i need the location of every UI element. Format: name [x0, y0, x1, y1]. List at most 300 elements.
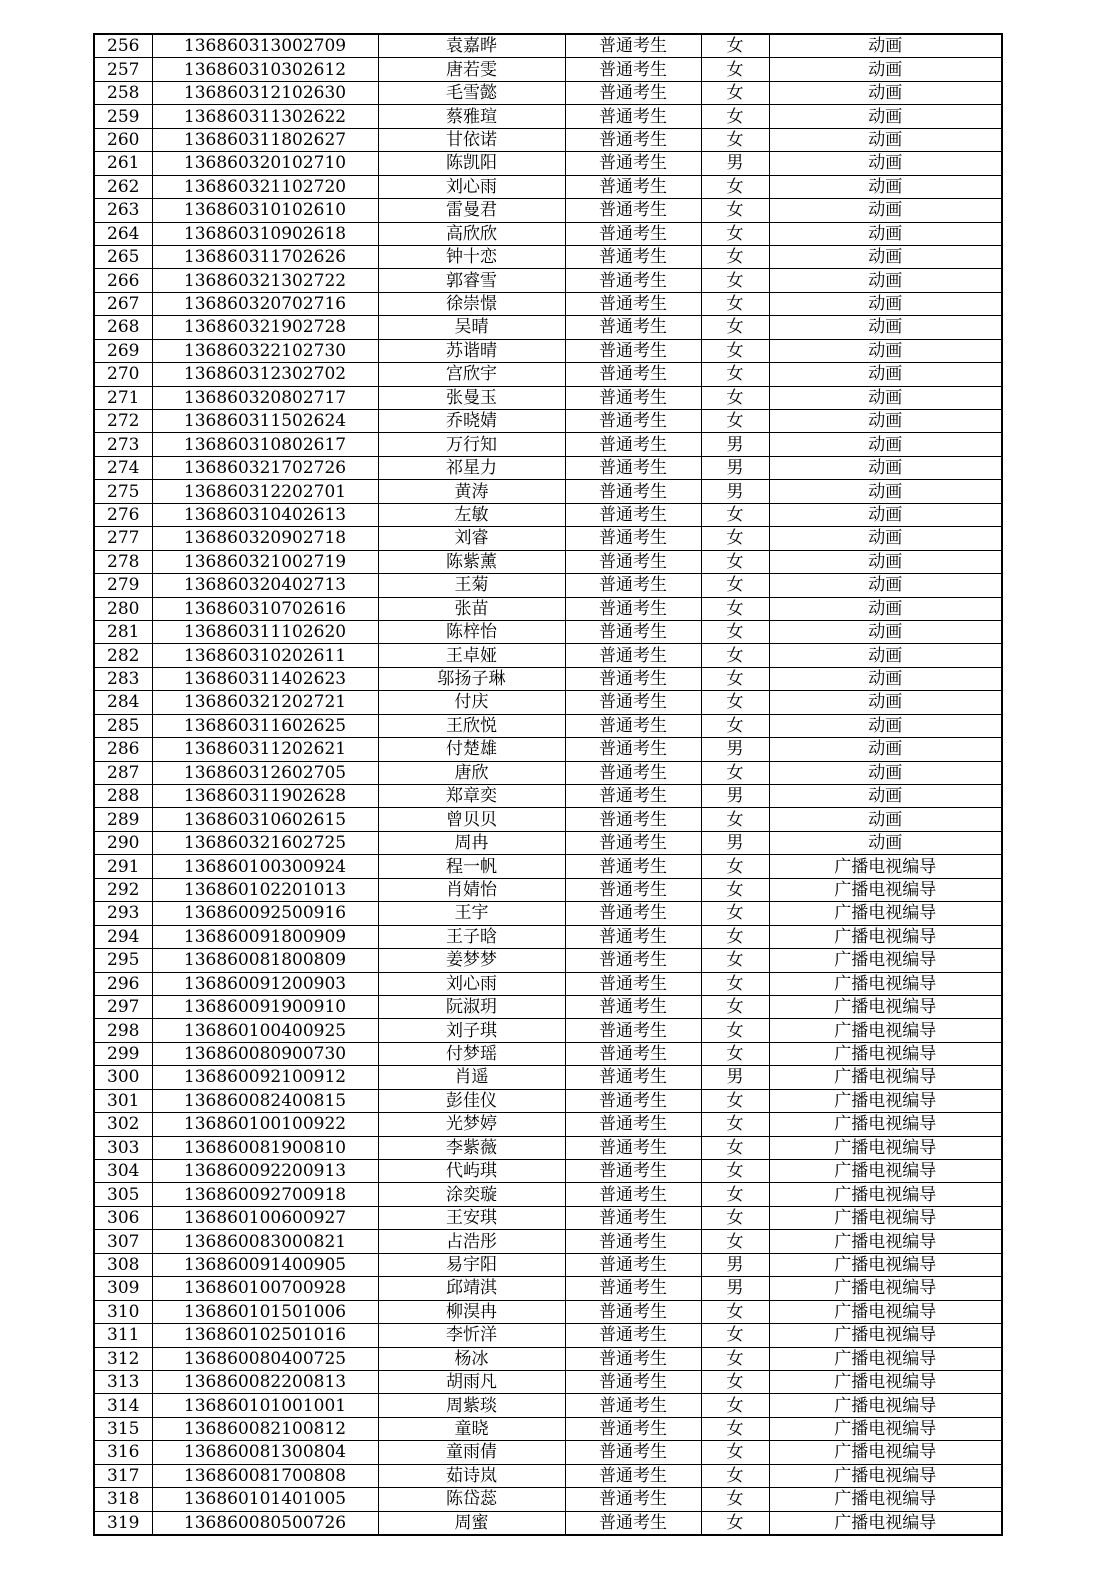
table-row [94, 433, 1002, 456]
candidate-type-cell: 普通考生 [565, 152, 701, 175]
candidate-type-cell: 普通考生 [565, 1183, 701, 1206]
row-number-cell: 258 [94, 81, 152, 104]
candidate-type-cell: 普通考生 [565, 527, 701, 550]
table-row [94, 1136, 1002, 1159]
row-number-cell: 316 [94, 1441, 152, 1464]
candidate-name-cell: 陈紫薰 [378, 550, 565, 573]
major-cell: 动画 [769, 620, 1002, 643]
major-cell: 广播电视编导 [769, 878, 1002, 901]
gender-cell: 女 [701, 1347, 769, 1370]
major-cell: 动画 [769, 644, 1002, 667]
candidate-type-cell: 普通考生 [565, 644, 701, 667]
candidate-type-cell: 普通考生 [565, 667, 701, 690]
table-row [94, 785, 1002, 808]
candidate-type-cell: 普通考生 [565, 480, 701, 503]
gender-cell: 女 [701, 1089, 769, 1112]
exam-id-cell: 136860100600927 [152, 1206, 378, 1229]
exam-id-cell: 136860092500916 [152, 902, 378, 925]
exam-id-cell: 136860311202621 [152, 738, 378, 761]
gender-cell: 男 [701, 738, 769, 761]
major-cell: 广播电视编导 [769, 1183, 1002, 1206]
exam-id-cell: 136860321902728 [152, 316, 378, 339]
major-cell: 动画 [769, 527, 1002, 550]
candidate-name-cell: 钟十恋 [378, 245, 565, 268]
table-row [94, 175, 1002, 198]
major-cell: 广播电视编导 [769, 1300, 1002, 1323]
candidate-type-cell: 普通考生 [565, 855, 701, 878]
gender-cell: 女 [701, 574, 769, 597]
exam-id-cell: 136860312202701 [152, 480, 378, 503]
row-number-cell: 285 [94, 714, 152, 737]
major-cell: 动画 [769, 714, 1002, 737]
row-number-cell: 264 [94, 222, 152, 245]
table-row [94, 199, 1002, 222]
major-cell: 动画 [769, 152, 1002, 175]
candidate-name-cell: 付庆 [378, 691, 565, 714]
candidate-name-cell: 唐若雯 [378, 58, 565, 81]
exam-id-cell: 136860321202721 [152, 691, 378, 714]
exam-id-cell: 136860320102710 [152, 152, 378, 175]
row-number-cell: 277 [94, 527, 152, 550]
exam-id-cell: 136860080900730 [152, 1042, 378, 1065]
candidate-name-cell: 杨冰 [378, 1347, 565, 1370]
gender-cell: 男 [701, 785, 769, 808]
candidate-name-cell: 郭睿雪 [378, 269, 565, 292]
gender-cell: 女 [701, 550, 769, 573]
candidate-name-cell: 祁星力 [378, 456, 565, 479]
major-cell: 动画 [769, 34, 1002, 58]
candidate-name-cell: 占浩彤 [378, 1230, 565, 1253]
exam-id-cell: 136860321002719 [152, 550, 378, 573]
gender-cell: 女 [701, 1230, 769, 1253]
major-cell: 广播电视编导 [769, 1394, 1002, 1417]
exam-id-cell: 136860320402713 [152, 574, 378, 597]
candidate-type-cell: 普通考生 [565, 363, 701, 386]
candidate-name-cell: 胡雨凡 [378, 1370, 565, 1393]
candidate-name-cell: 付梦瑶 [378, 1042, 565, 1065]
table-row [94, 34, 1002, 58]
major-cell: 动画 [769, 269, 1002, 292]
candidate-name-cell: 雷曼君 [378, 199, 565, 222]
gender-cell: 女 [701, 386, 769, 409]
exam-id-cell: 136860080500726 [152, 1511, 378, 1535]
exam-id-cell: 136860081300804 [152, 1441, 378, 1464]
major-cell: 广播电视编导 [769, 972, 1002, 995]
row-number-cell: 266 [94, 269, 152, 292]
major-cell: 动画 [769, 691, 1002, 714]
major-cell: 广播电视编导 [769, 925, 1002, 948]
row-number-cell: 294 [94, 925, 152, 948]
exam-id-cell: 136860313002709 [152, 34, 378, 58]
table-row [94, 620, 1002, 643]
gender-cell: 男 [701, 433, 769, 456]
major-cell: 广播电视编导 [769, 995, 1002, 1018]
table-row [94, 1441, 1002, 1464]
candidate-name-cell: 彭佳仪 [378, 1089, 565, 1112]
exam-id-cell: 136860320902718 [152, 527, 378, 550]
exam-id-cell: 136860082200813 [152, 1370, 378, 1393]
candidate-type-cell: 普通考生 [565, 831, 701, 854]
candidate-name-cell: 王菊 [378, 574, 565, 597]
table-row [94, 597, 1002, 620]
exam-id-cell: 136860082100812 [152, 1417, 378, 1440]
row-number-cell: 315 [94, 1417, 152, 1440]
table-row [94, 1324, 1002, 1347]
major-cell: 广播电视编导 [769, 1136, 1002, 1159]
candidate-name-cell: 刘子琪 [378, 1019, 565, 1042]
gender-cell: 女 [701, 1324, 769, 1347]
candidate-name-cell: 程一帆 [378, 855, 565, 878]
exam-id-cell: 136860101401005 [152, 1488, 378, 1511]
candidate-type-cell: 普通考生 [565, 339, 701, 362]
major-cell: 广播电视编导 [769, 1113, 1002, 1136]
candidate-name-cell: 肖婧怡 [378, 878, 565, 901]
table-row [94, 855, 1002, 878]
candidate-type-cell: 普通考生 [565, 222, 701, 245]
table-row [94, 1019, 1002, 1042]
row-number-cell: 271 [94, 386, 152, 409]
candidate-name-cell: 柳淏冉 [378, 1300, 565, 1323]
candidate-type-cell: 普通考生 [565, 714, 701, 737]
exam-id-cell: 136860310702616 [152, 597, 378, 620]
row-number-cell: 278 [94, 550, 152, 573]
gender-cell: 女 [701, 128, 769, 151]
row-number-cell: 292 [94, 878, 152, 901]
major-cell: 动画 [769, 667, 1002, 690]
major-cell: 广播电视编导 [769, 1370, 1002, 1393]
candidate-table [93, 33, 1003, 1536]
gender-cell: 女 [701, 222, 769, 245]
major-cell: 动画 [769, 199, 1002, 222]
exam-id-cell: 136860320802717 [152, 386, 378, 409]
table-row [94, 1113, 1002, 1136]
major-cell: 动画 [769, 410, 1002, 433]
gender-cell: 女 [701, 1370, 769, 1393]
table-row [94, 1488, 1002, 1511]
gender-cell: 女 [701, 855, 769, 878]
candidate-type-cell: 普通考生 [565, 386, 701, 409]
candidate-type-cell: 普通考生 [565, 1230, 701, 1253]
major-cell: 广播电视编导 [769, 1347, 1002, 1370]
major-cell: 动画 [769, 738, 1002, 761]
candidate-name-cell: 刘心雨 [378, 972, 565, 995]
major-cell: 动画 [769, 386, 1002, 409]
major-cell: 动画 [769, 245, 1002, 268]
exam-id-cell: 136860100400925 [152, 1019, 378, 1042]
major-cell: 动画 [769, 128, 1002, 151]
exam-id-cell: 136860100100922 [152, 1113, 378, 1136]
exam-id-cell: 136860100700928 [152, 1277, 378, 1300]
gender-cell: 女 [701, 339, 769, 362]
exam-id-cell: 136860310202611 [152, 644, 378, 667]
candidate-name-cell: 左敏 [378, 503, 565, 526]
candidate-name-cell: 甘依诺 [378, 128, 565, 151]
candidate-type-cell: 普通考生 [565, 1019, 701, 1042]
candidate-type-cell: 普通考生 [565, 1089, 701, 1112]
exam-id-cell: 136860091200903 [152, 972, 378, 995]
candidate-type-cell: 普通考生 [565, 1160, 701, 1183]
exam-id-cell: 136860312602705 [152, 761, 378, 784]
table-row [94, 691, 1002, 714]
table-row [94, 808, 1002, 831]
exam-id-cell: 136860081700808 [152, 1464, 378, 1487]
gender-cell: 女 [701, 972, 769, 995]
gender-cell: 女 [701, 714, 769, 737]
row-number-cell: 304 [94, 1160, 152, 1183]
major-cell: 广播电视编导 [769, 1511, 1002, 1535]
table-row [94, 222, 1002, 245]
gender-cell: 女 [701, 1511, 769, 1535]
candidate-type-cell: 普通考生 [565, 503, 701, 526]
table-row [94, 1089, 1002, 1112]
candidate-name-cell: 阮淑玥 [378, 995, 565, 1018]
candidate-type-cell: 普通考生 [565, 245, 701, 268]
candidate-name-cell: 李忻洋 [378, 1324, 565, 1347]
gender-cell: 女 [701, 1394, 769, 1417]
major-cell: 动画 [769, 761, 1002, 784]
row-number-cell: 308 [94, 1253, 152, 1276]
candidate-type-cell: 普通考生 [565, 34, 701, 58]
row-number-cell: 256 [94, 34, 152, 58]
candidate-type-cell: 普通考生 [565, 550, 701, 573]
gender-cell: 女 [701, 410, 769, 433]
row-number-cell: 260 [94, 128, 152, 151]
candidate-name-cell: 宫欣宇 [378, 363, 565, 386]
exam-id-cell: 136860092200913 [152, 1160, 378, 1183]
row-number-cell: 286 [94, 738, 152, 761]
row-number-cell: 265 [94, 245, 152, 268]
gender-cell: 女 [701, 292, 769, 315]
major-cell: 广播电视编导 [769, 1089, 1002, 1112]
row-number-cell: 293 [94, 902, 152, 925]
exam-id-cell: 136860080400725 [152, 1347, 378, 1370]
row-number-cell: 300 [94, 1066, 152, 1089]
candidate-type-cell: 普通考生 [565, 1441, 701, 1464]
table-row [94, 1160, 1002, 1183]
row-number-cell: 259 [94, 105, 152, 128]
gender-cell: 女 [701, 1206, 769, 1229]
row-number-cell: 280 [94, 597, 152, 620]
row-number-cell: 307 [94, 1230, 152, 1253]
gender-cell: 女 [701, 691, 769, 714]
candidate-name-cell: 陈岱蕊 [378, 1488, 565, 1511]
row-number-cell: 275 [94, 480, 152, 503]
row-number-cell: 269 [94, 339, 152, 362]
table-row [94, 1511, 1002, 1535]
candidate-type-cell: 普通考生 [565, 620, 701, 643]
exam-id-cell: 136860311502624 [152, 410, 378, 433]
table-row [94, 1394, 1002, 1417]
gender-cell: 女 [701, 620, 769, 643]
major-cell: 动画 [769, 550, 1002, 573]
exam-id-cell: 136860321602725 [152, 831, 378, 854]
row-number-cell: 270 [94, 363, 152, 386]
table-row [94, 1206, 1002, 1229]
major-cell: 广播电视编导 [769, 1160, 1002, 1183]
candidate-type-cell: 普通考生 [565, 456, 701, 479]
table-row [94, 1370, 1002, 1393]
candidate-name-cell: 苏谐晴 [378, 339, 565, 362]
gender-cell: 女 [701, 34, 769, 58]
gender-cell: 男 [701, 152, 769, 175]
table-row [94, 574, 1002, 597]
table-row [94, 81, 1002, 104]
candidate-name-cell: 万行知 [378, 433, 565, 456]
gender-cell: 男 [701, 480, 769, 503]
candidate-name-cell: 曾贝贝 [378, 808, 565, 831]
candidate-name-cell: 王卓娅 [378, 644, 565, 667]
gender-cell: 女 [701, 316, 769, 339]
candidate-type-cell: 普通考生 [565, 1113, 701, 1136]
gender-cell: 女 [701, 199, 769, 222]
table-row [94, 105, 1002, 128]
candidate-type-cell: 普通考生 [565, 1464, 701, 1487]
major-cell: 广播电视编导 [769, 902, 1002, 925]
table-row [94, 386, 1002, 409]
row-number-cell: 274 [94, 456, 152, 479]
candidate-type-cell: 普通考生 [565, 925, 701, 948]
candidate-name-cell: 乔晓婧 [378, 410, 565, 433]
major-cell: 动画 [769, 339, 1002, 362]
row-number-cell: 297 [94, 995, 152, 1018]
exam-id-cell: 136860311302622 [152, 105, 378, 128]
gender-cell: 女 [701, 175, 769, 198]
candidate-type-cell: 普通考生 [565, 949, 701, 972]
gender-cell: 女 [701, 902, 769, 925]
gender-cell: 女 [701, 1113, 769, 1136]
candidate-type-cell: 普通考生 [565, 410, 701, 433]
row-number-cell: 287 [94, 761, 152, 784]
exam-id-cell: 136860322102730 [152, 339, 378, 362]
table-row [94, 1066, 1002, 1089]
row-number-cell: 284 [94, 691, 152, 714]
candidate-name-cell: 王宇 [378, 902, 565, 925]
major-cell: 广播电视编导 [769, 1488, 1002, 1511]
major-cell: 广播电视编导 [769, 1277, 1002, 1300]
row-number-cell: 263 [94, 199, 152, 222]
exam-id-cell: 136860102501016 [152, 1324, 378, 1347]
gender-cell: 女 [701, 503, 769, 526]
gender-cell: 女 [701, 105, 769, 128]
exam-id-cell: 136860092700918 [152, 1183, 378, 1206]
gender-cell: 女 [701, 1417, 769, 1440]
row-number-cell: 279 [94, 574, 152, 597]
candidate-type-cell: 普通考生 [565, 1347, 701, 1370]
table-row [94, 245, 1002, 268]
candidate-type-cell: 普通考生 [565, 761, 701, 784]
exam-id-cell: 136860311102620 [152, 620, 378, 643]
row-number-cell: 290 [94, 831, 152, 854]
gender-cell: 女 [701, 949, 769, 972]
row-number-cell: 288 [94, 785, 152, 808]
candidate-name-cell: 王子晗 [378, 925, 565, 948]
candidate-name-cell: 邱靖淇 [378, 1277, 565, 1300]
row-number-cell: 301 [94, 1089, 152, 1112]
candidate-type-cell: 普通考生 [565, 1042, 701, 1065]
candidate-name-cell: 袁嘉晔 [378, 34, 565, 58]
exam-id-cell: 136860321102720 [152, 175, 378, 198]
candidate-name-cell: 蔡雅瑄 [378, 105, 565, 128]
candidate-type-cell: 普通考生 [565, 1066, 701, 1089]
candidate-name-cell: 毛雪懿 [378, 81, 565, 104]
gender-cell: 男 [701, 1066, 769, 1089]
table-row [94, 1230, 1002, 1253]
table-row [94, 761, 1002, 784]
exam-id-cell: 136860091900910 [152, 995, 378, 1018]
exam-id-cell: 136860102201013 [152, 878, 378, 901]
major-cell: 动画 [769, 574, 1002, 597]
candidate-type-cell: 普通考生 [565, 1417, 701, 1440]
major-cell: 广播电视编导 [769, 1066, 1002, 1089]
major-cell: 动画 [769, 175, 1002, 198]
candidate-name-cell: 李紫薇 [378, 1136, 565, 1159]
table-row [94, 152, 1002, 175]
major-cell: 动画 [769, 363, 1002, 386]
exam-id-cell: 136860081800809 [152, 949, 378, 972]
exam-id-cell: 136860092100912 [152, 1066, 378, 1089]
exam-id-cell: 136860311402623 [152, 667, 378, 690]
candidate-name-cell: 郑章奕 [378, 785, 565, 808]
candidate-name-cell: 周紫琰 [378, 1394, 565, 1417]
exam-id-cell: 136860310302612 [152, 58, 378, 81]
candidate-type-cell: 普通考生 [565, 972, 701, 995]
major-cell: 广播电视编导 [769, 1042, 1002, 1065]
gender-cell: 女 [701, 995, 769, 1018]
table-row [94, 831, 1002, 854]
candidate-name-cell: 邬扬子琳 [378, 667, 565, 690]
gender-cell: 女 [701, 1042, 769, 1065]
candidate-type-cell: 普通考生 [565, 175, 701, 198]
candidate-name-cell: 陈凯阳 [378, 152, 565, 175]
major-cell: 广播电视编导 [769, 1253, 1002, 1276]
exam-id-cell: 136860321702726 [152, 456, 378, 479]
candidate-type-cell: 普通考生 [565, 105, 701, 128]
major-cell: 动画 [769, 456, 1002, 479]
candidate-name-cell: 周蜜 [378, 1511, 565, 1535]
gender-cell: 女 [701, 1019, 769, 1042]
table-row [94, 527, 1002, 550]
row-number-cell: 289 [94, 808, 152, 831]
major-cell: 动画 [769, 105, 1002, 128]
exam-id-cell: 136860312102630 [152, 81, 378, 104]
row-number-cell: 276 [94, 503, 152, 526]
candidate-type-cell: 普通考生 [565, 128, 701, 151]
candidate-type-cell: 普通考生 [565, 902, 701, 925]
row-number-cell: 314 [94, 1394, 152, 1417]
row-number-cell: 310 [94, 1300, 152, 1323]
row-number-cell: 299 [94, 1042, 152, 1065]
row-number-cell: 311 [94, 1324, 152, 1347]
exam-id-cell: 136860101501006 [152, 1300, 378, 1323]
table-row [94, 292, 1002, 315]
major-cell: 动画 [769, 81, 1002, 104]
major-cell: 动画 [769, 480, 1002, 503]
exam-id-cell: 136860311802627 [152, 128, 378, 151]
row-number-cell: 295 [94, 949, 152, 972]
candidate-type-cell: 普通考生 [565, 785, 701, 808]
major-cell: 动画 [769, 503, 1002, 526]
exam-id-cell: 136860310402613 [152, 503, 378, 526]
candidate-name-cell: 张苗 [378, 597, 565, 620]
table-row [94, 128, 1002, 151]
gender-cell: 男 [701, 456, 769, 479]
table-row [94, 738, 1002, 761]
exam-id-cell: 136860101001001 [152, 1394, 378, 1417]
gender-cell: 女 [701, 245, 769, 268]
major-cell: 动画 [769, 597, 1002, 620]
row-number-cell: 262 [94, 175, 152, 198]
exam-id-cell: 136860310102610 [152, 199, 378, 222]
